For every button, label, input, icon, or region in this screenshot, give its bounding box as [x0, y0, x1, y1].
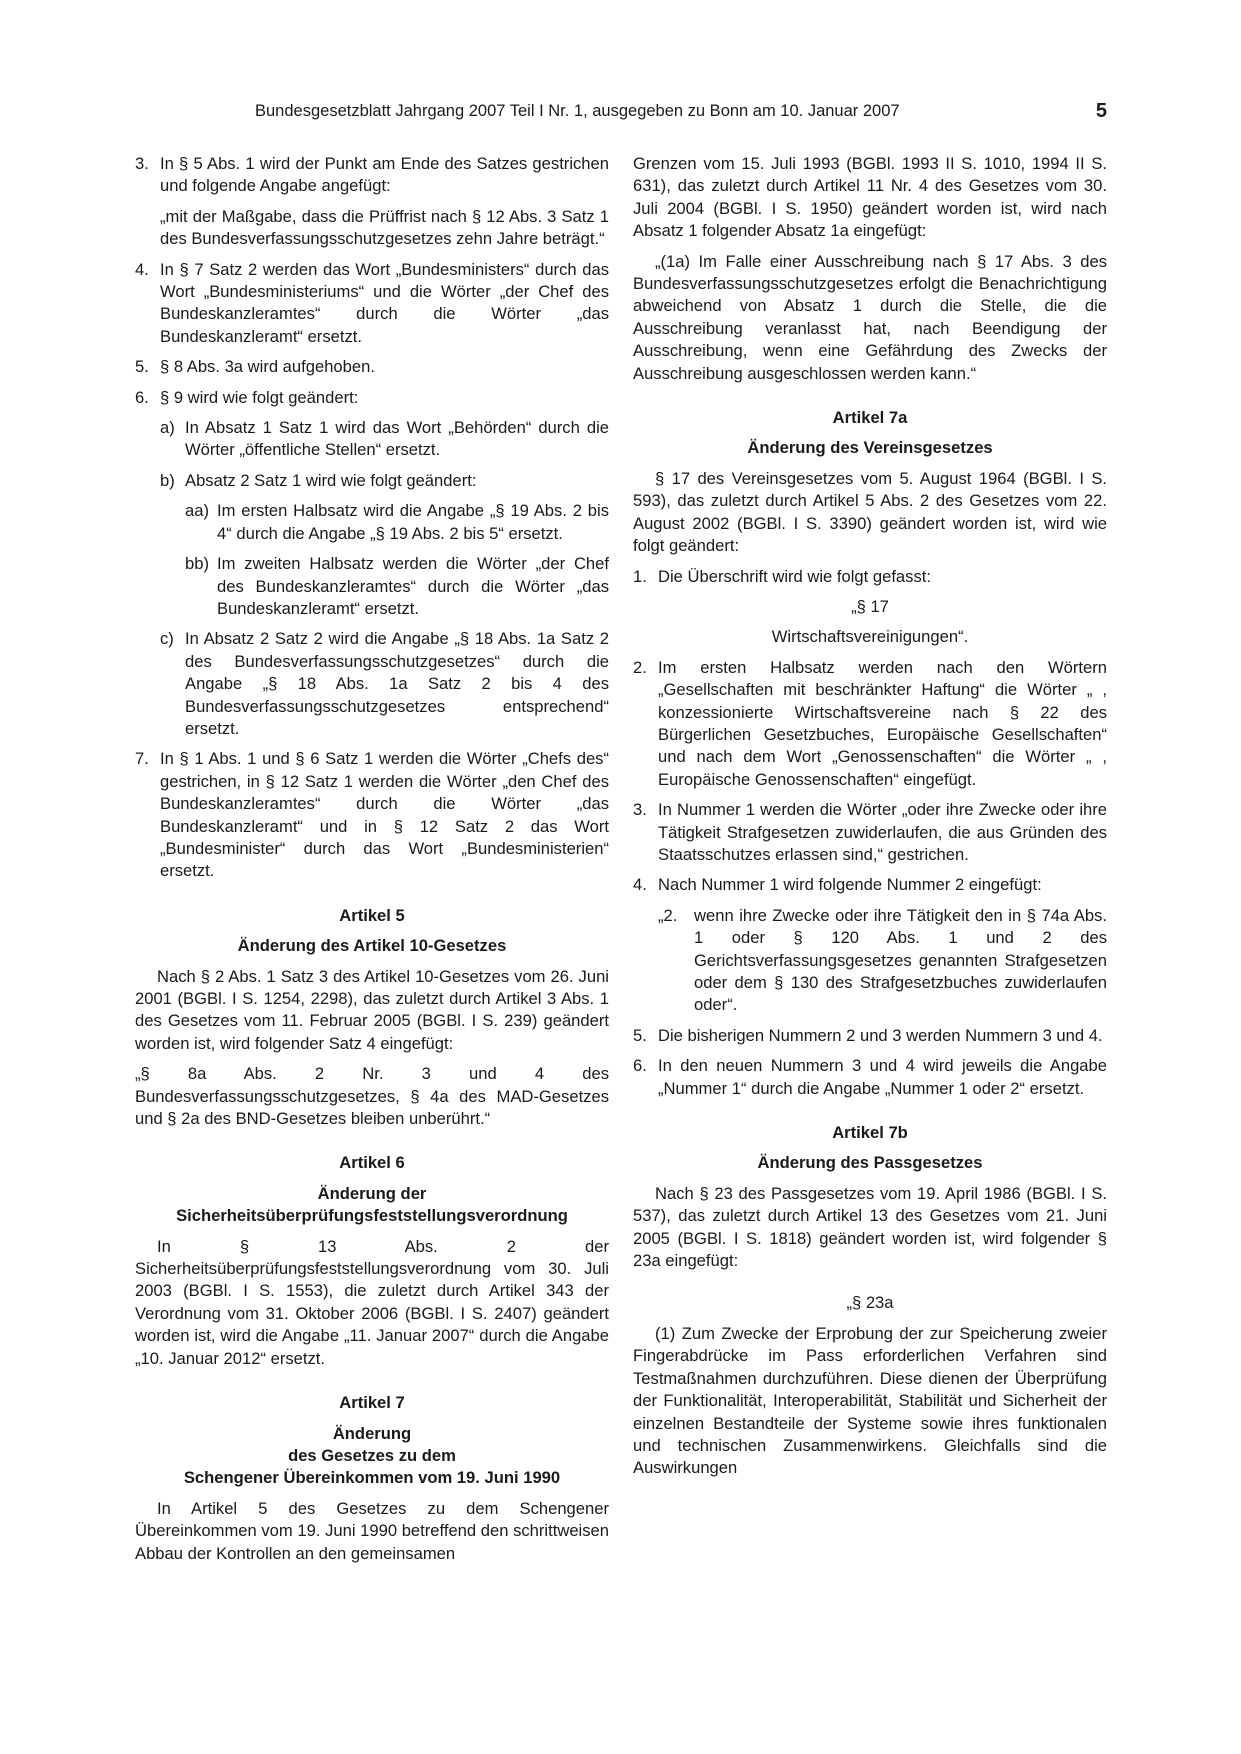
article-title: Artikel 6 [339, 1153, 405, 1173]
list-item: 3. In § 5 Abs. 1 wird der Punkt am Ende des Satzes gestrichen und folgende Angabe angefügt: [135, 154, 609, 196]
list-item: 7. In § 1 Abs. 1 und § 6 Satz 1 werden die Wörter „Chefs des“ gestrichen, in § 12 Satz 1 werden die Wörter „den Chef des Bundeskanzleramtes“ durch die Wörter „das Bundeskanzleramt“ und in § 12 Satz 2 das Wort „Bundesminister“ durch das Wort „Bundesministerien“ ersetzt. [135, 749, 609, 881]
list-item: bb) Im zweiten Halbsatz werden die Wörter „der Chef des Bundeskanzleramtes“ durch die Wörter „das Bundeskanzleramt“ ersetzt. [185, 554, 609, 618]
page-number: 5 [1095, 100, 1107, 122]
article-subtitle: Änderung des Passgesetzes [757, 1153, 983, 1173]
header-text: Bundesgesetzblatt Jahrgang 2007 Teil I Nr. 1, ausgegeben zu Bonn am 10. Januar 2007 [255, 102, 900, 120]
quote: „mit der Maßgabe, dass die Prüffrist nach § 12 Abs. 3 Satz 1 des Bundesverfassungsschutzgesetzes zehn Jahre beträgt.“ [160, 206, 609, 249]
article-title: Artikel 7b [832, 1123, 908, 1143]
quote: „2. wenn ihre Zwecke oder ihre Tätigkeit den in § 74a Abs. 1 oder § 120 Abs. 1 und 2 des Gerichtsverfassungsgesetzes genannten Strafgesetzen oder dem § 130 des Strafgesetzbuches zuwiderlaufen oder“. [658, 905, 1107, 1015]
list-item: a) In Absatz 1 Satz 1 wird das Wort „Behörden“ durch die Wörter „öffentliche Stellen“ ersetzt. [160, 418, 609, 460]
article-subtitle: Sicherheitsüberprüfungsfeststellungsverordnung [176, 1206, 568, 1226]
article-subtitle: Änderung des Vereinsgesetzes [747, 438, 993, 458]
article-title: Artikel 7 [339, 1393, 405, 1413]
list-item: 4. In § 7 Satz 2 werden das Wort „Bundesministers“ durch das Wort „Bundesministeriums“ und die Wörter „der Chef des Bundeskanzleramtes“ durch die Wörter „das Bundeskanzleramt“ ersetzt. [135, 259, 609, 346]
article-title: Artikel 5 [339, 905, 405, 925]
list-item: 6. § 9 wird wie folgt geändert: [135, 387, 359, 407]
article-subtitle: des Gesetzes zu dem [288, 1445, 456, 1465]
quote: Wirtschaftsvereinigungen“. [771, 627, 969, 647]
page-header [135, 100, 1107, 130]
article-body: § 17 des Vereinsgesetzes vom 5. August 1964 (BGBl. I S. 593), das zuletzt durch Artikel 5 Abs. 2 des Gesetzes vom 22. August 2002 (BGBl. I S. 3390) geändert worden ist, wird wie folgt geändert: [633, 468, 1107, 556]
quote: „§ 17 [851, 596, 889, 616]
list-item: 3. In Nummer 1 werden die Wörter „oder ihre Zwecke oder ihre Tätigkeit Strafgesetzen zuwiderlaufen, die aus Gründen des Staatsschutzes erlassen sind,“ gestrichen. [633, 800, 1107, 864]
paragraph-title: „§ 23a [846, 1293, 894, 1313]
list-item: 6. In den neuen Nummern 3 und 4 wird jeweils die Angabe „Nummer 1“ durch die Angabe „Nummer 1 oder 2“ ersetzt. [633, 1056, 1107, 1098]
article-body: In § 13 Abs. 2 der Sicherheitsüberprüfungsfeststellungsverordnung vom 30. Juli 2003 (BGBl. I S. 1553), die zuletzt durch Artikel 343 der Verordnung vom 31. Oktober 2006 (BGBl. I S. 2407) geändert worden ist, wird die Angabe „11. Januar 2007“ durch die Angabe „10. Januar 2012“ ersetzt. [135, 1236, 609, 1368]
article-subtitle: Änderung [332, 1423, 412, 1443]
list-item: aa) Im ersten Halbsatz wird die Angabe „§ 19 Abs. 2 bis 4“ durch die Angabe „§ 19 Abs. 2 bis 5“ ersetzt. [185, 501, 609, 543]
list-item: c) In Absatz 2 Satz 2 wird die Angabe „§ 18 Abs. 1a Satz 2 des Bundesverfassungsschutzgesetzes“ durch die Angabe „§ 18 Abs. 1a Satz 2 bis 4 des Bundesverfassungsschutzgesetzes entsprechend“ ersetzt. [160, 629, 609, 738]
right-column [633, 153, 1107, 1488]
list-item: 4. Nach Nummer 1 wird folgende Nummer 2 eingefügt: [633, 875, 1042, 895]
article-body: (1) Zum Zwecke der Erprobung der zur Speicherung zweier Fingerabdrücke im Pass erforderlichen Verfahren sind Testmaßnahmen durchzuführen. Diese dienen der Überprüfung der Funktionalität, Interoperabilität, Stabilität und Sicherheit der einzelnen Bestandteile der Systeme sowie ihres funktionalen und technischen Zusammenwirkens. Gleichfalls sind die Auswirkungen [633, 1323, 1107, 1478]
article-body: Grenzen vom 15. Juli 1993 (BGBl. 1993 II S. 1010, 1994 II S. 631), das zuletzt durch Artikel 11 Nr. 4 des Gesetzes vom 30. Juli 2004 (BGBl. I S. 1950) geändert worden ist, wird nach Absatz 1 folgender Absatz 1a eingefügt: [633, 154, 1107, 241]
list-item: 5. Die bisherigen Nummern 2 und 3 werden Nummern 3 und 4. [633, 1025, 1103, 1045]
list-item: b) Absatz 2 Satz 1 wird wie folgt geändert: [160, 470, 477, 490]
article-body: Nach § 23 des Passgesetzes vom 19. April 1986 (BGBl. I S. 537), das zuletzt durch Artikel 13 des Gesetzes vom 21. Juni 2005 (BGBl. I S. 1818) geändert worden ist, wird folgender § 23a eingefügt: [633, 1183, 1107, 1271]
list-item: 1. Die Überschrift wird wie folgt gefasst: [633, 566, 931, 586]
article-body: In Artikel 5 des Gesetzes zu dem Schengener Übereinkommen vom 19. Juni 1990 betreffend den schrittweisen Abbau der Kontrollen an den gemeinsamen [135, 1498, 609, 1563]
article-title: Artikel 7a [832, 408, 908, 428]
left-column [135, 153, 609, 1573]
quote: „(1a) Im Falle einer Ausschreibung nach § 17 Abs. 3 des Bundesverfassungsschutzgesetzes erfolgt die Benachrichtigung abweichend von Absatz 1 durch die Stelle, die die Ausschreibung veranlasst hat, nach Beendigung der Ausschreibung, wenn eine Gefährdung des Zwecks der Ausschreibung ausgeschlossen werden kann.“ [633, 251, 1107, 383]
list-item: 2. Im ersten Halbsatz werden nach den Wörtern „Gesellschaften mit beschränkter Haftung“ die Wörter „ , konzessionierte Wirtschaftsvereine nach § 22 des Bürgerlichen Gesetzbuches, Europäische Gesellschaften“ und nach dem Wort „Genossenschaften“ die Wörter „ , Europäische Genossenschaften“ eingefügt. [633, 657, 1107, 789]
article-subtitle: Änderung der [317, 1183, 427, 1203]
article-body: Nach § 2 Abs. 1 Satz 3 des Artikel 10-Gesetzes vom 26. Juni 2001 (BGBl. I S. 1254, 2298), das zuletzt durch Artikel 3 Abs. 1 des Gesetzes vom 11. Februar 2005 (BGBl. I S. 239) geändert worden ist, wird folgender Satz 4 eingefügt: [135, 966, 609, 1053]
quote: „§ 8a Abs. 2 Nr. 3 und 4 des Bundesverfassungsschutzgesetzes, § 4a des MAD-Gesetzes und § 2a des BND-Gesetzes bleiben unberührt.“ [135, 1064, 609, 1129]
article-subtitle: Änderung des Artikel 10-Gesetzes [237, 936, 507, 956]
article-subtitle: Schengener Übereinkommen vom 19. Juni 1990 [183, 1468, 561, 1488]
list-item: 5. § 8 Abs. 3a wird aufgehoben. [135, 357, 375, 377]
